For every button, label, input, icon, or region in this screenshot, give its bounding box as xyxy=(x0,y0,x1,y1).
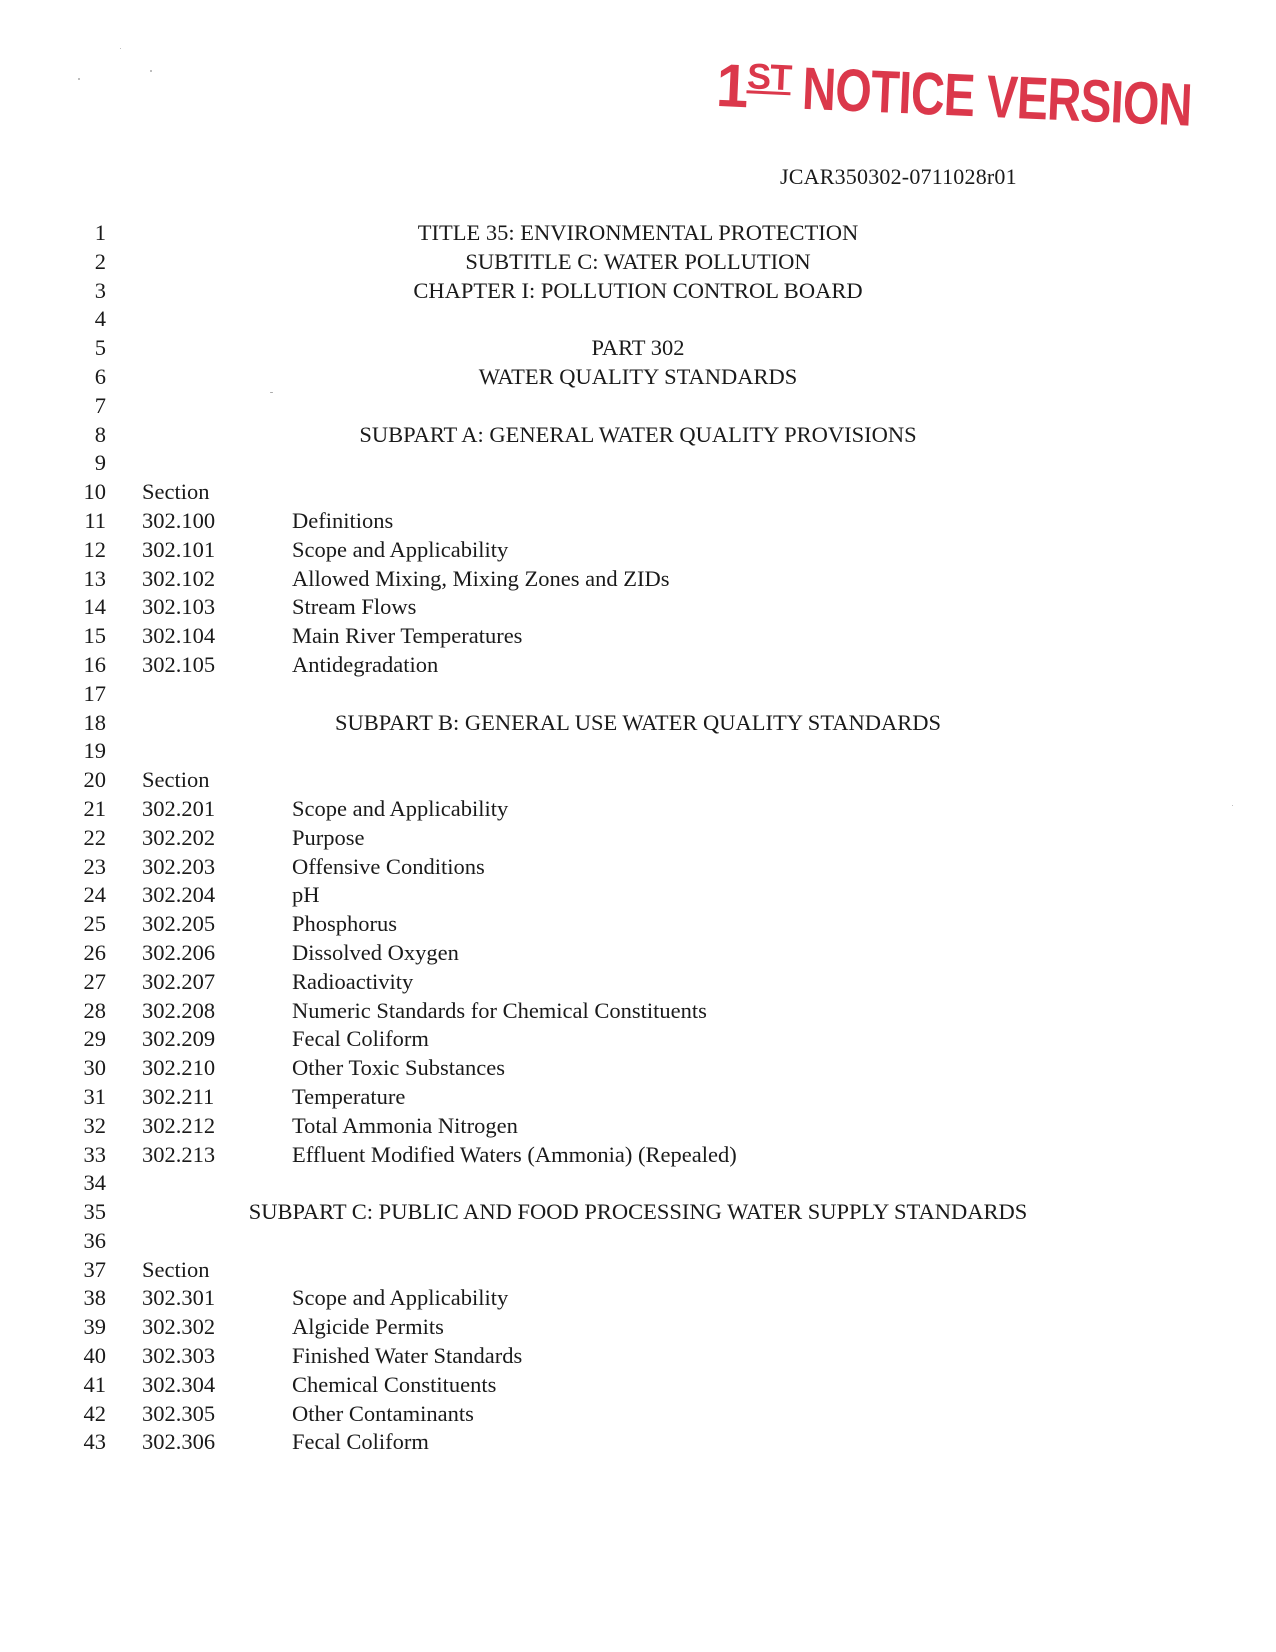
heading-text: PART 302 xyxy=(591,335,685,361)
stamp-ordinal: ST xyxy=(746,55,793,99)
first-notice-version-stamp xyxy=(714,50,1194,159)
section-title: Fecal Coliform xyxy=(292,1429,429,1455)
document-line xyxy=(0,853,1276,882)
document-line xyxy=(0,1313,1276,1342)
document-line xyxy=(0,1284,1276,1313)
line-number: 19 xyxy=(83,738,106,764)
section-number: 302.207 xyxy=(142,968,216,994)
line-number: 34 xyxy=(83,1170,106,1196)
section-title: Purpose xyxy=(292,824,365,850)
section-title: Main River Temperatures xyxy=(292,623,523,649)
section-number: 302.103 xyxy=(142,594,216,620)
document-line xyxy=(0,1141,1276,1170)
line-number: 11 xyxy=(84,507,106,533)
line-number: 7 xyxy=(94,392,106,418)
document-line xyxy=(0,334,1276,363)
section-number: 302.205 xyxy=(142,911,216,937)
section-column-header: Section xyxy=(142,767,210,793)
section-title: Total Ammonia Nitrogen xyxy=(292,1112,518,1138)
line-number: 14 xyxy=(83,594,106,620)
section-title: Scope and Applicability xyxy=(292,795,509,821)
document-line xyxy=(0,910,1276,939)
document-line xyxy=(0,881,1276,910)
line-number: 30 xyxy=(83,1055,106,1081)
line-number: 10 xyxy=(83,479,106,505)
section-title: Offensive Conditions xyxy=(292,853,485,879)
document-line xyxy=(0,507,1276,536)
document-line xyxy=(0,305,1276,334)
line-number: 38 xyxy=(83,1285,106,1311)
line-number: 3 xyxy=(94,277,106,303)
section-number: 302.209 xyxy=(142,1026,216,1052)
document-line xyxy=(0,709,1276,738)
section-title: Other Toxic Substances xyxy=(292,1055,505,1081)
document-line xyxy=(0,680,1276,709)
line-number: 32 xyxy=(83,1112,106,1138)
line-number: 27 xyxy=(83,968,106,994)
document-line xyxy=(0,1371,1276,1400)
heading-text: SUBPART C: PUBLIC AND FOOD PROCESSING WATER SUPPLY STANDARDS xyxy=(248,1199,1028,1225)
line-number: 12 xyxy=(83,536,106,562)
line-number: 15 xyxy=(83,623,106,649)
document-line xyxy=(0,766,1276,795)
document-line xyxy=(0,651,1276,680)
section-title: Stream Flows xyxy=(292,594,417,620)
document-line xyxy=(0,1112,1276,1141)
section-number: 302.101 xyxy=(142,536,216,562)
section-number: 302.105 xyxy=(142,651,216,677)
line-number: 40 xyxy=(83,1343,106,1369)
heading-text: WATER QUALITY STANDARDS xyxy=(478,363,798,389)
section-number: 302.301 xyxy=(142,1285,216,1311)
document-line xyxy=(0,1198,1276,1227)
section-title: Phosphorus xyxy=(292,911,398,937)
document-line xyxy=(0,449,1276,478)
document-line xyxy=(0,1227,1276,1256)
section-number: 302.202 xyxy=(142,824,216,850)
document-line xyxy=(0,478,1276,507)
line-number: 36 xyxy=(83,1227,106,1253)
document-line xyxy=(0,997,1276,1026)
section-number: 302.306 xyxy=(142,1429,216,1455)
document-line xyxy=(0,737,1276,766)
document-line xyxy=(0,1428,1276,1457)
section-title: Temperature xyxy=(292,1083,406,1109)
section-number: 302.203 xyxy=(142,853,216,879)
line-number: 43 xyxy=(83,1429,106,1455)
section-title: Chemical Constituents xyxy=(292,1371,497,1397)
line-number: 39 xyxy=(83,1314,106,1340)
line-number: 22 xyxy=(83,824,106,850)
numbered-lines xyxy=(0,219,1276,1457)
section-number: 302.201 xyxy=(142,795,216,821)
section-title: Scope and Applicability xyxy=(292,1285,509,1311)
section-title: Dissolved Oxygen xyxy=(292,939,459,965)
stamp-text: NOTICE VERSION xyxy=(801,54,1194,139)
section-number: 302.206 xyxy=(142,939,216,965)
section-title: Fecal Coliform xyxy=(292,1026,429,1052)
document-line xyxy=(0,392,1276,421)
line-number: 17 xyxy=(83,680,106,706)
document-id: JCAR350302-0711028r01 xyxy=(780,164,1017,189)
section-number: 302.302 xyxy=(142,1314,216,1340)
section-title: Algicide Permits xyxy=(292,1314,444,1340)
section-number: 302.211 xyxy=(142,1083,215,1109)
document-line xyxy=(0,824,1276,853)
section-number: 302.210 xyxy=(142,1055,216,1081)
section-number: 302.102 xyxy=(142,565,216,591)
section-title: Finished Water Standards xyxy=(292,1343,523,1369)
document-line xyxy=(0,1256,1276,1285)
section-title: Scope and Applicability xyxy=(292,536,509,562)
line-number: 23 xyxy=(83,853,106,879)
section-number: 302.304 xyxy=(142,1371,216,1397)
document-line xyxy=(0,622,1276,651)
line-number: 42 xyxy=(83,1400,106,1426)
line-number: 31 xyxy=(83,1083,106,1109)
heading-text: SUBPART B: GENERAL USE WATER QUALITY STANDARDS xyxy=(334,709,942,735)
line-number: 8 xyxy=(94,421,106,447)
line-number: 5 xyxy=(94,335,106,361)
line-number: 24 xyxy=(83,882,106,908)
section-number: 302.305 xyxy=(142,1400,216,1426)
line-number: 2 xyxy=(94,248,106,274)
document-line xyxy=(0,1342,1276,1371)
document-line xyxy=(0,939,1276,968)
line-number: 29 xyxy=(83,1026,106,1052)
document-line xyxy=(0,536,1276,565)
line-number: 20 xyxy=(83,767,106,793)
line-number: 41 xyxy=(83,1371,106,1397)
line-number: 6 xyxy=(94,363,106,389)
document-line xyxy=(0,795,1276,824)
section-title: Allowed Mixing, Mixing Zones and ZIDs xyxy=(292,565,670,591)
section-number: 302.208 xyxy=(142,997,216,1023)
section-column-header: Section xyxy=(142,479,210,505)
line-number: 26 xyxy=(83,939,106,965)
heading-text: SUBTITLE C: WATER POLLUTION xyxy=(465,248,811,274)
document-line xyxy=(0,248,1276,277)
document-line xyxy=(0,593,1276,622)
line-number: 1 xyxy=(94,220,106,245)
section-title: Definitions xyxy=(292,507,394,533)
line-number: 21 xyxy=(83,795,106,821)
section-title: Other Contaminants xyxy=(292,1400,474,1426)
section-title: pH xyxy=(292,882,320,908)
heading-text: CHAPTER I: POLLUTION CONTROL BOARD xyxy=(413,277,863,303)
line-number: 13 xyxy=(83,565,106,591)
document-line xyxy=(0,219,1276,248)
section-number: 302.212 xyxy=(142,1112,216,1138)
section-title: Antidegradation xyxy=(292,651,439,677)
section-title: Numeric Standards for Chemical Constituents xyxy=(292,997,707,1023)
line-number: 33 xyxy=(83,1141,106,1167)
document-line xyxy=(0,277,1276,306)
document-line xyxy=(0,363,1276,392)
section-number: 302.104 xyxy=(142,623,216,649)
document-line xyxy=(0,1169,1276,1198)
line-number: 25 xyxy=(83,911,106,937)
heading-text: TITLE 35: ENVIRONMENTAL PROTECTION xyxy=(417,220,859,245)
line-number: 4 xyxy=(94,306,106,332)
section-column-header: Section xyxy=(142,1256,210,1282)
document-line xyxy=(0,1054,1276,1083)
document-line xyxy=(0,421,1276,450)
heading-text: SUBPART A: GENERAL WATER QUALITY PROVISIONS xyxy=(359,421,917,447)
line-number: 18 xyxy=(83,709,106,735)
section-title: Effluent Modified Waters (Ammonia) (Repealed) xyxy=(292,1141,737,1167)
document-line xyxy=(0,1025,1276,1054)
line-number: 37 xyxy=(83,1256,106,1282)
section-number: 302.100 xyxy=(142,507,216,533)
section-number: 302.204 xyxy=(142,882,216,908)
line-number: 28 xyxy=(83,997,106,1023)
line-number: 9 xyxy=(94,450,106,476)
document-line xyxy=(0,565,1276,594)
line-number: 35 xyxy=(83,1199,106,1225)
section-number: 302.213 xyxy=(142,1141,216,1167)
document-line xyxy=(0,1400,1276,1429)
stamp-number: 1 xyxy=(714,51,749,121)
line-number: 16 xyxy=(83,651,106,677)
document-line xyxy=(0,968,1276,997)
document-line xyxy=(0,1083,1276,1112)
section-number: 302.303 xyxy=(142,1343,216,1369)
section-title: Radioactivity xyxy=(292,968,414,994)
